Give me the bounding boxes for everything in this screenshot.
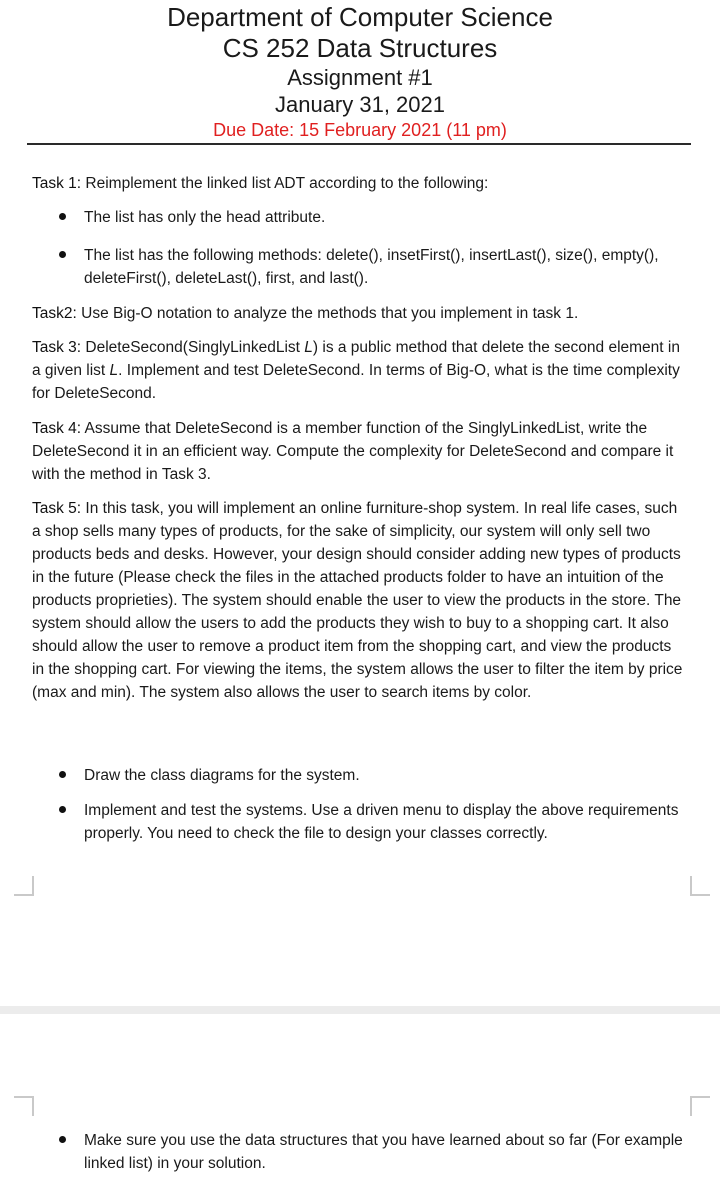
task-4-label: Task 4: — [32, 420, 82, 437]
task-3-var-1: L — [304, 339, 313, 356]
crop-mark-icon — [14, 1096, 34, 1116]
document-header — [0, 0, 720, 142]
assignment-title: Assignment #1 — [287, 65, 433, 90]
task-1-bullet-2: The list has the following methods: delete(), insetFirst(), insertLast(), size(), empty(), deleteFirst(), deleteLast(), first, and last(). — [84, 247, 659, 287]
crop-mark-icon — [690, 1096, 710, 1116]
task-1-intro — [32, 172, 687, 195]
task-3-var-2: L — [109, 362, 119, 379]
crop-mark-icon — [690, 876, 710, 896]
task-5 — [32, 497, 687, 704]
task-1-text: Reimplement the linked list ADT according to the following: — [81, 175, 489, 192]
task-3 — [32, 336, 687, 405]
course-title: CS 252 Data Structures — [222, 33, 498, 63]
task-5-bullet-3: Make sure you use the data structures that you have learned about so far (For example linked list) in your solution. — [84, 1132, 683, 1172]
page-break — [0, 1006, 720, 1014]
crop-mark-icon — [14, 876, 34, 896]
header-divider — [27, 143, 691, 145]
task-2-text: Use Big-O notation to analyze the methods that you implement in task 1. — [76, 305, 579, 322]
department-title: Department of Computer Science — [167, 2, 553, 32]
bullet-icon — [59, 213, 66, 220]
bullet-icon — [59, 251, 66, 258]
task-5-bullet-1: Draw the class diagrams for the system. — [84, 767, 360, 784]
task-5-text: In this task, you will implement an online furniture-shop system. In real life cases, such a shop sells many types of products, for the sake of simplicity, our system will only sell two products beds and desks. However, your design should consider adding new types of products in the future (Please check the files in the attached products folder to have an intuition of the products proprieties). The system should enable the user to view the products in the store. The system should allow the users to add the products they wish to buy to a shopping cart. It also should allow the user to remove a product item from the shopping cart, and view the products in the shopping cart. For viewing the items, the system allows the user to filter the item by price (max and min). The system also allows the user to search items by color. — [32, 500, 683, 701]
assignment-date: January 31, 2021 — [274, 92, 446, 117]
task-5-bullet-2: Implement and test the systems. Use a driven menu to display the above requirements properly. You need to check the file to design your classes correctly. — [84, 802, 679, 842]
task-4 — [32, 417, 687, 486]
due-date: Due Date: 15 February 2021 (11 pm) — [213, 120, 507, 140]
bullet-icon — [59, 771, 66, 778]
task-5-label: Task 5: — [32, 500, 82, 517]
task-1-bullet-1: The list has only the head attribute. — [84, 209, 326, 226]
task-3-text-a: DeleteSecond(SinglyLinkedList — [81, 339, 305, 356]
task-3-text-b: ) is a public method that delete the second element in a given list — [32, 339, 680, 379]
task-4-text: Assume that DeleteSecond is a member function of the SinglyLinkedList, write the DeleteSecond it in an efficient way. Compute the complexity for DeleteSecond and compare it with the method in Task 3. — [32, 420, 674, 483]
bullet-icon — [59, 806, 66, 813]
task-1-label: Task 1: — [32, 175, 82, 192]
task-3-text-c: . Implement and test DeleteSecond. In terms of Big-O, what is the time complexity for DeleteSecond. — [32, 362, 680, 402]
task-2 — [32, 302, 687, 325]
bullet-icon — [59, 1136, 66, 1143]
task-3-label: Task 3: — [32, 339, 82, 356]
task-2-label: Task2: — [32, 305, 77, 322]
